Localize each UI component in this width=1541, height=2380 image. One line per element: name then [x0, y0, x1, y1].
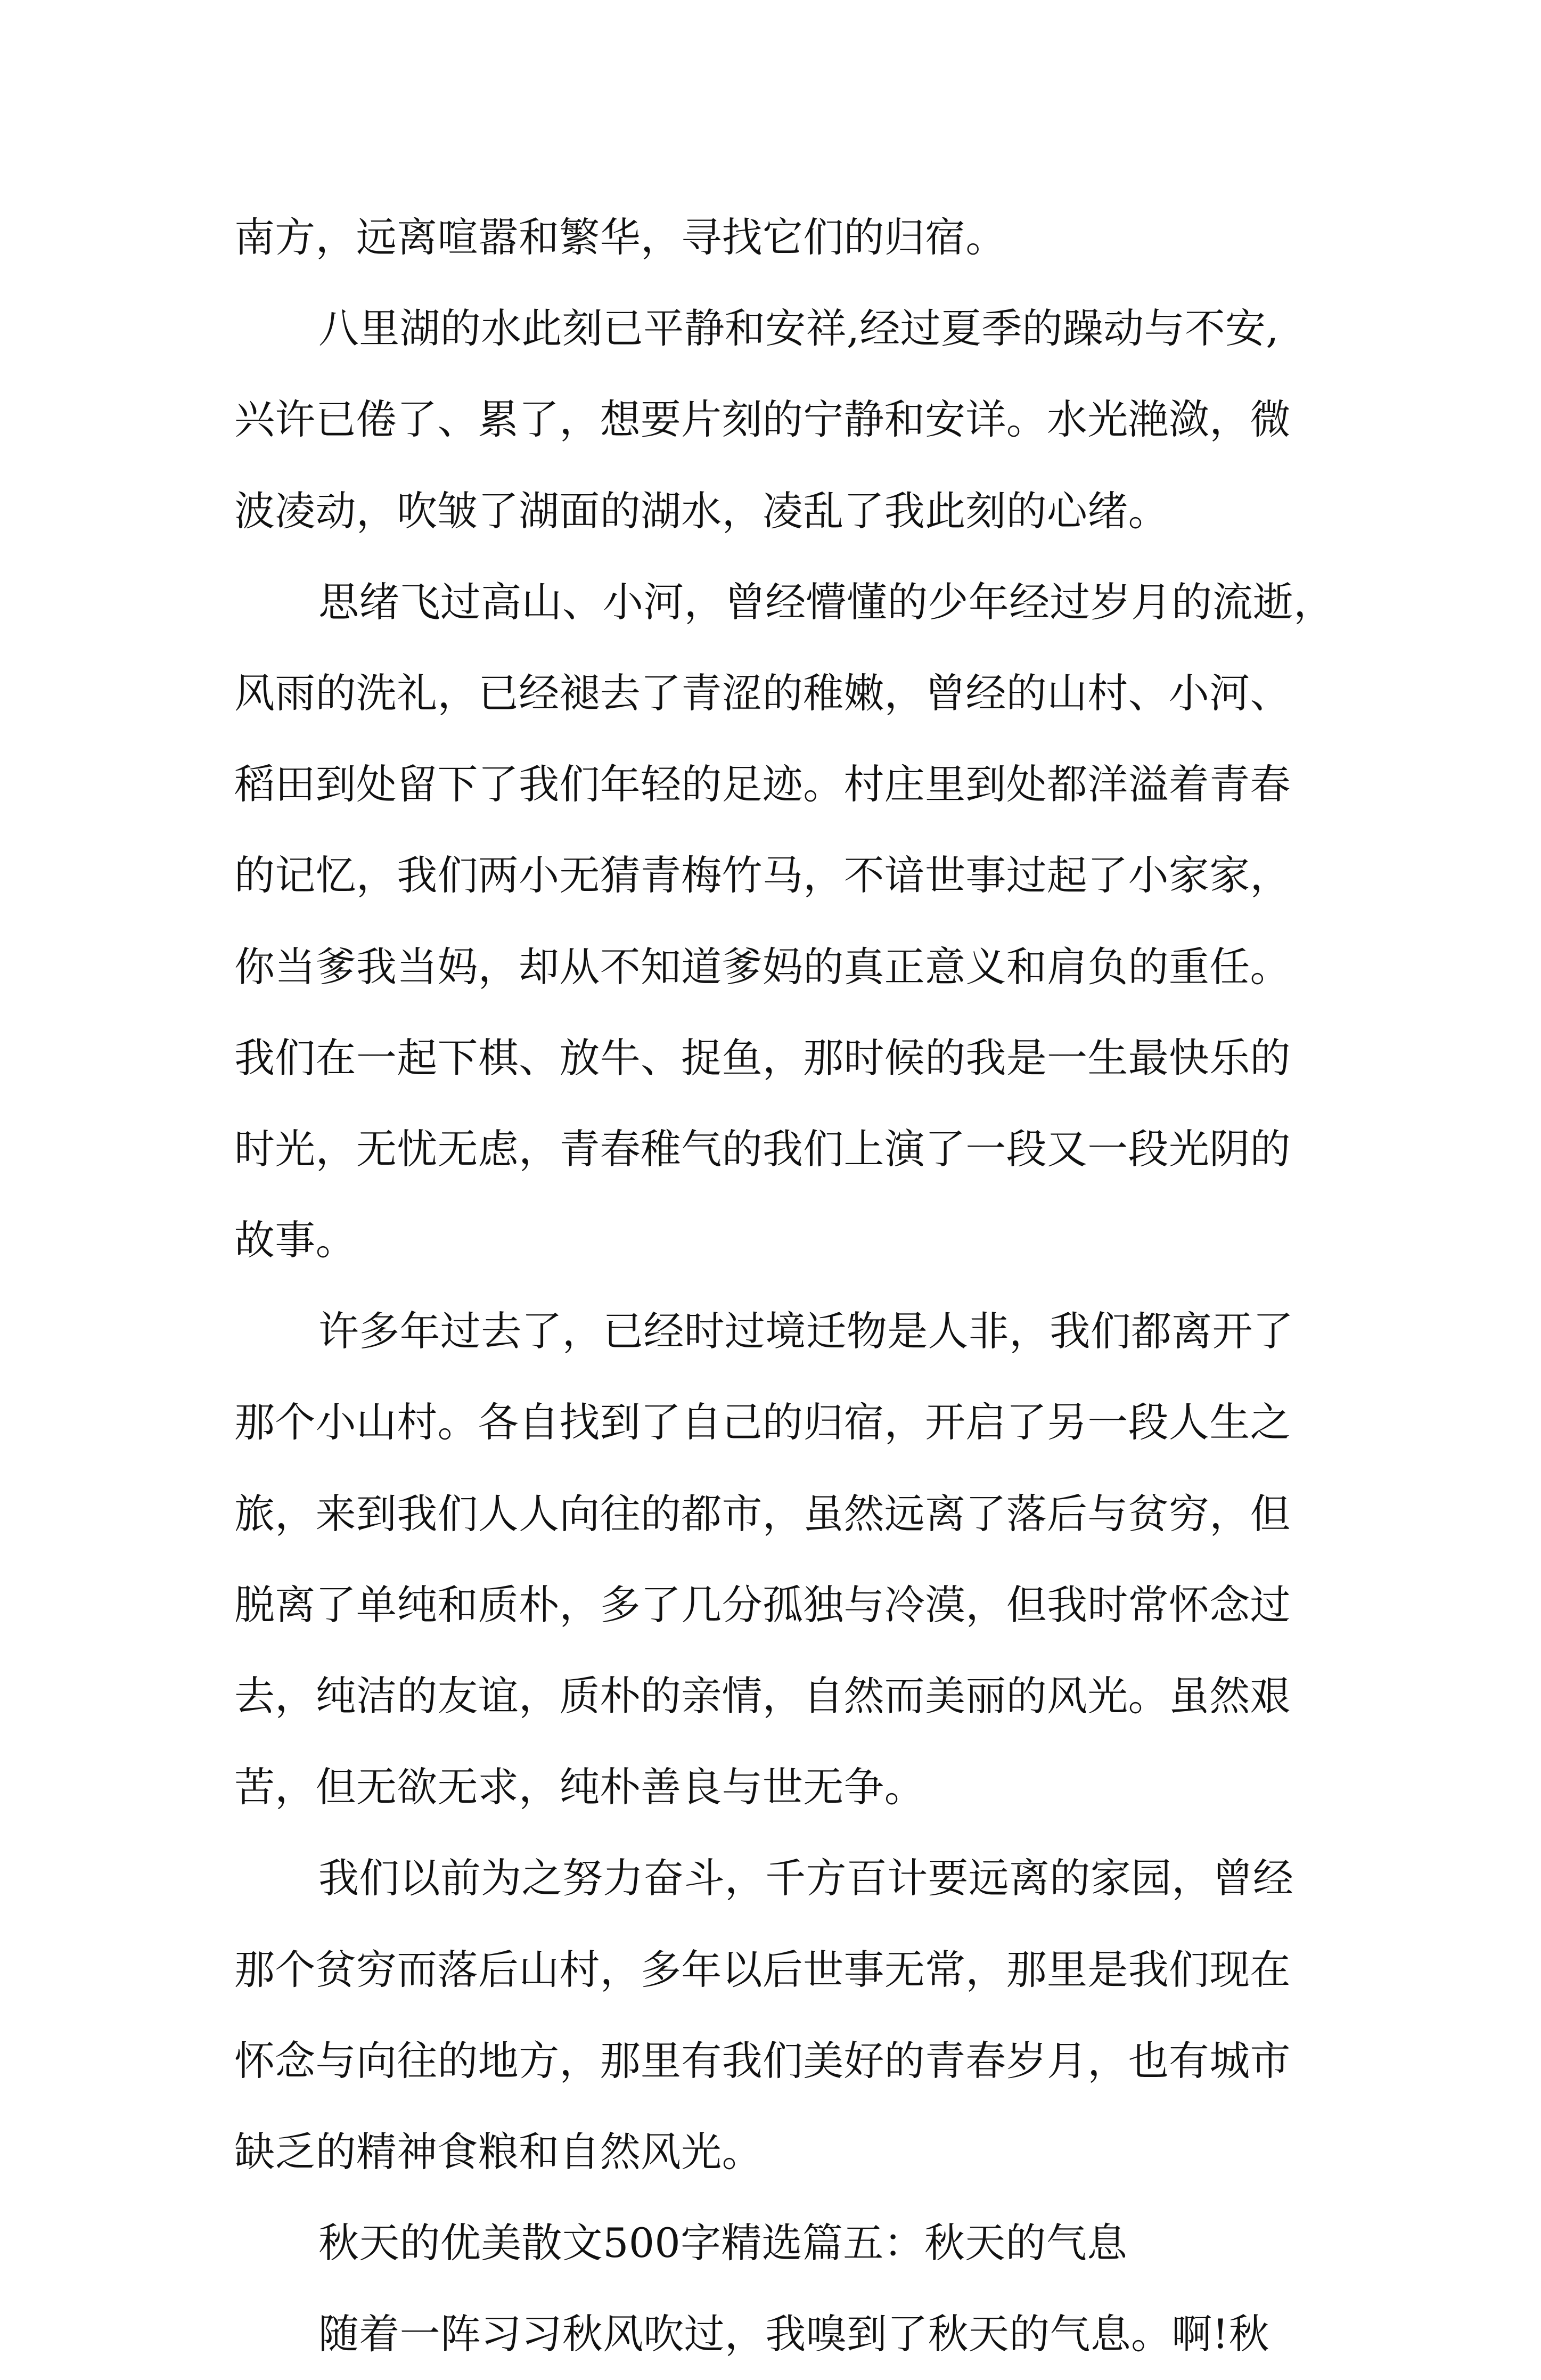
text-line: 缺乏的精神食粮和自然风光。: [234, 2128, 763, 2175]
text-line: 我们在一起下棋、放牛、捉鱼，那时候的我是一生最快乐的: [234, 1034, 1291, 1082]
text-line: 苦，但无欲无求，纯朴善良与世无争。: [234, 1763, 925, 1811]
text-line: 脱离了单纯和质朴，多了几分孤独与冷漠，但我时常怀念过: [234, 1581, 1291, 1629]
text-line: 秋天的优美散文500字精选篇五：秋天的气息: [318, 2219, 1128, 2267]
text-line: 我们以前为之努力奋斗，千方百计要远离的家园，曾经: [318, 1854, 1294, 1902]
text-line: 那个贫穷而落后山村，多年以后世事无常，那里是我们现在: [234, 1945, 1291, 1993]
text-line: 的记忆，我们两小无猜青梅竹马，不谙世事过起了小家家，: [234, 852, 1291, 899]
text-line: 风雨的洗礼，已经褪去了青涩的稚嫩，曾经的山村、小河、: [234, 669, 1291, 717]
text-line: 旅，来到我们人人向往的都市，虽然远离了落后与贫穷，但: [234, 1490, 1291, 1537]
text-line: 你当爹我当妈，却从不知道爹妈的真正意义和肩负的重任。: [234, 943, 1291, 991]
text-line: 兴许已倦了、累了，想要片刻的宁静和安详。水光滟潋，微: [234, 396, 1291, 444]
text-line: 随着一阵习习秋风吹过，我嗅到了秋天的气息。啊!秋: [318, 2310, 1269, 2358]
text-line: 波凌动，吹皱了湖面的湖水，凌乱了我此刻的心绪。: [234, 487, 1169, 535]
text-line: 怀念与向往的地方，那里有我们美好的青春岁月，也有城市: [234, 2037, 1291, 2084]
text-line: 时光，无忧无虑，青春稚气的我们上演了一段又一段光阴的: [234, 1125, 1291, 1173]
text-line: 南方，远离喧嚣和繁华，寻找它们的归宿。: [234, 214, 1006, 261]
text-line: 思绪飞过高山、小河，曾经懵懂的少年经过岁月的流逝，: [318, 578, 1334, 626]
text-line: 故事。: [234, 1216, 356, 1264]
text-line: 许多年过去了，已经时过境迁物是人非，我们都离开了: [318, 1307, 1294, 1355]
text-line: 去，纯洁的友谊，质朴的亲情，自然而美丽的风光。虽然艰: [234, 1672, 1291, 1720]
body-text: [234, 192, 1334, 2380]
text-line: 八里湖的水此刻已平静和安祥,经过夏季的躁动与不安,: [318, 305, 1279, 353]
text-line: 那个小山村。各自找到了自己的归宿，开启了另一段人生之: [234, 1398, 1291, 1446]
text-line: 稻田到处留下了我们年轻的足迹。村庄里到处都洋溢着青春: [234, 760, 1291, 808]
